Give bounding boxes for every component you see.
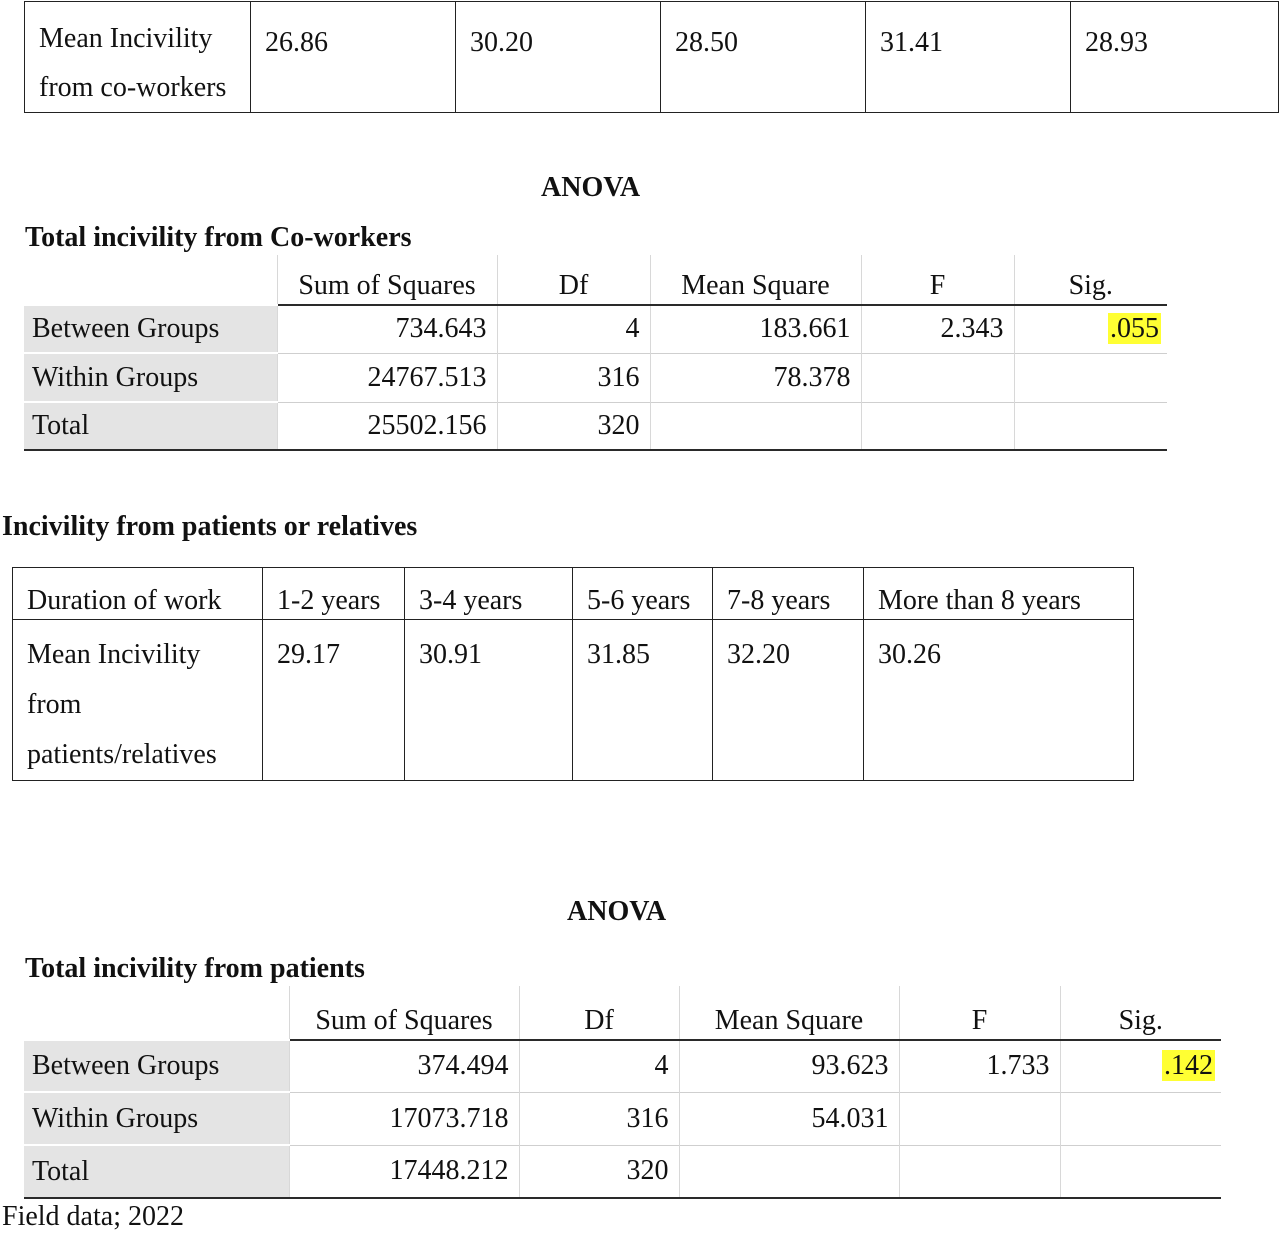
row-label: Within Groups [24, 1092, 289, 1145]
df-cell: 320 [519, 1145, 679, 1198]
table-row [24, 402, 1167, 450]
anova-heading: ANOVA [541, 172, 641, 203]
f-cell [861, 353, 1014, 402]
table-row [24, 305, 1167, 353]
table-row [25, 2, 1279, 113]
table-row [24, 1092, 1221, 1145]
highlighted-sig-value: .142 [1164, 1050, 1213, 1082]
table-header-row [24, 986, 1221, 1040]
f-cell: 1.733 [899, 1040, 1060, 1092]
patients-mean-value: 29.17 [263, 620, 405, 781]
column-header: Sum of Squares [289, 986, 519, 1040]
column-header: 1-2 years [263, 568, 405, 620]
header-blank [24, 255, 277, 305]
column-header: Mean Square [679, 986, 899, 1040]
anova-table-patients [24, 986, 1221, 1199]
mean-square-cell: 93.623 [679, 1040, 899, 1092]
anova-table-coworkers [24, 255, 1167, 451]
column-header: Df [519, 986, 679, 1040]
sig-cell [1014, 305, 1167, 353]
sum-of-squares-cell: 17073.718 [289, 1092, 519, 1145]
column-header: 5-6 years [573, 568, 713, 620]
df-cell: 4 [497, 305, 650, 353]
table-header-row [24, 255, 1167, 305]
anova-subtitle: Total incivility from patients [25, 953, 365, 984]
df-cell: 320 [497, 402, 650, 450]
row-label: Total [24, 402, 277, 450]
row-label: Total [24, 1145, 289, 1198]
source-footnote: Field data; 2022 [2, 1201, 184, 1232]
df-cell: 4 [519, 1040, 679, 1092]
table-header-row [13, 568, 1134, 620]
mean-square-cell: 54.031 [679, 1092, 899, 1145]
sig-cell [1060, 1092, 1221, 1145]
column-header: 3-4 years [405, 568, 573, 620]
sum-of-squares-cell: 25502.156 [277, 402, 497, 450]
patients-mean-table [12, 567, 1134, 781]
highlighted-sig-value: .055 [1110, 313, 1159, 345]
mean-square-cell [650, 402, 861, 450]
column-header: Duration of work [13, 568, 263, 620]
column-header: Mean Square [650, 255, 861, 305]
column-header: Df [497, 255, 650, 305]
patients-mean-value: 30.91 [405, 620, 573, 781]
sum-of-squares-cell: 374.494 [289, 1040, 519, 1092]
mean-square-cell: 183.661 [650, 305, 861, 353]
column-header: More than 8 years [864, 568, 1134, 620]
df-cell: 316 [519, 1092, 679, 1145]
f-cell: 2.343 [861, 305, 1014, 353]
column-header: Sig. [1014, 255, 1167, 305]
table-row [24, 1145, 1221, 1198]
coworkers-mean-value: 26.86 [251, 2, 456, 113]
column-header: F [861, 255, 1014, 305]
df-cell: 316 [497, 353, 650, 402]
f-cell [899, 1092, 1060, 1145]
sum-of-squares-cell: 17448.212 [289, 1145, 519, 1198]
coworkers-mean-value: 30.20 [456, 2, 661, 113]
table-row [24, 1040, 1221, 1092]
coworkers-mean-value: 31.41 [866, 2, 1071, 113]
sig-cell [1060, 1040, 1221, 1092]
column-header: 7-8 years [713, 568, 864, 620]
row-label: Within Groups [24, 353, 277, 402]
patients-mean-value: 30.26 [864, 620, 1134, 781]
column-header: F [899, 986, 1060, 1040]
mean-square-cell: 78.378 [650, 353, 861, 402]
f-cell [861, 402, 1014, 450]
table-row [13, 620, 1134, 781]
column-header: Sig. [1060, 986, 1221, 1040]
column-header: Sum of Squares [277, 255, 497, 305]
section-title: Incivility from patients or relatives [2, 511, 418, 542]
f-cell [899, 1145, 1060, 1198]
coworkers-mean-value: 28.93 [1071, 2, 1279, 113]
anova-heading: ANOVA [567, 896, 667, 927]
coworkers-mean-table [24, 1, 1279, 113]
patients-mean-value: 32.20 [713, 620, 864, 781]
header-blank [24, 986, 289, 1040]
row-label: Between Groups [24, 1040, 289, 1092]
table-row [24, 353, 1167, 402]
sig-cell [1014, 402, 1167, 450]
coworkers-mean-value: 28.50 [661, 2, 866, 113]
sig-cell [1014, 353, 1167, 402]
sum-of-squares-cell: 734.643 [277, 305, 497, 353]
coworkers-mean-row-label: Mean Incivility from co-workers [25, 2, 251, 113]
patients-mean-row-label: Mean Incivility from patients/relatives [13, 620, 263, 781]
mean-square-cell [679, 1145, 899, 1198]
patients-mean-value: 31.85 [573, 620, 713, 781]
anova-subtitle: Total incivility from Co-workers [25, 222, 412, 253]
row-label: Between Groups [24, 305, 277, 353]
sum-of-squares-cell: 24767.513 [277, 353, 497, 402]
sig-cell [1060, 1145, 1221, 1198]
